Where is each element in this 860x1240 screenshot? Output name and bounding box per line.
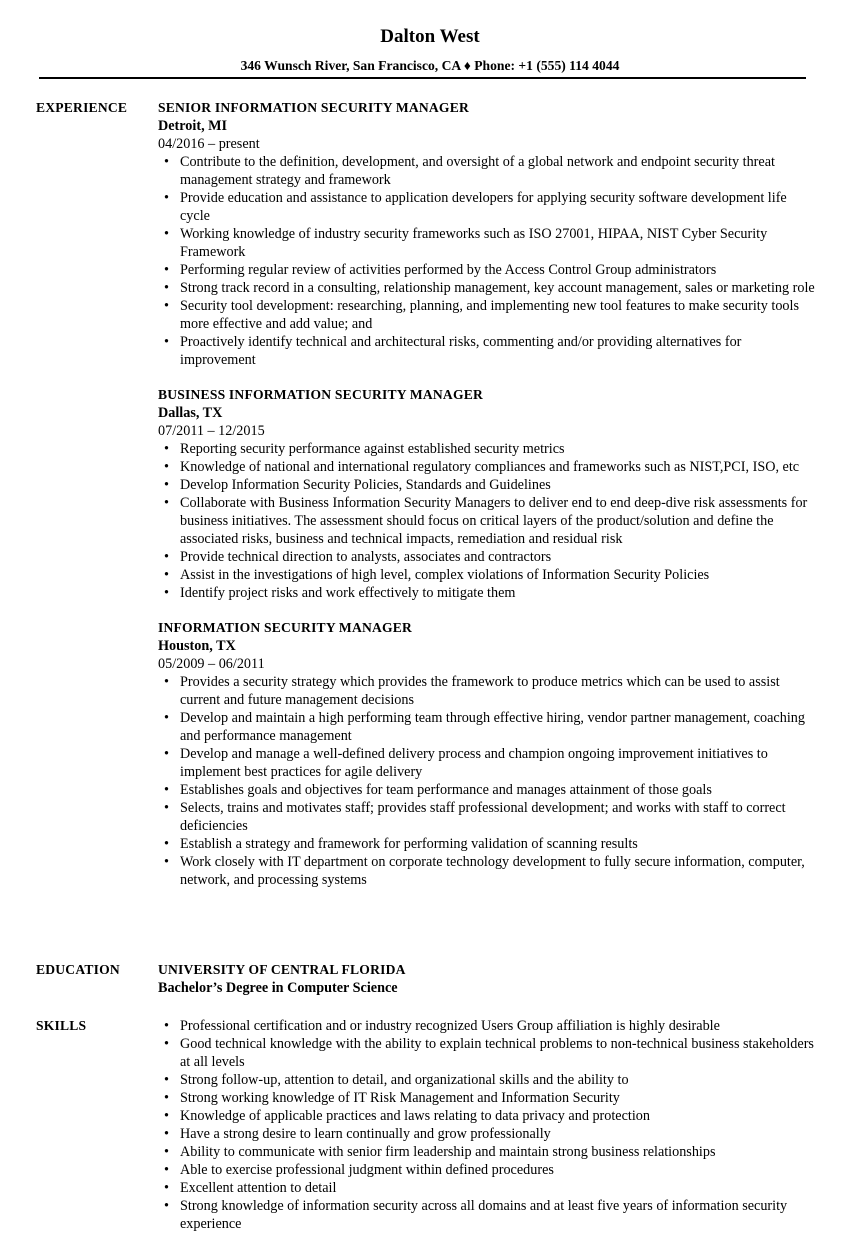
- job-dates: 04/2016 – present: [158, 136, 260, 152]
- section-label-experience: EXPERIENCE: [36, 100, 128, 115]
- job-bullet: • Provide education and assistance to application developers for applying security software development life cycle: [158, 189, 818, 225]
- job-location: Dallas, TX: [158, 405, 223, 421]
- skill-item: • Excellent attention to detail: [158, 1179, 818, 1197]
- job-bullet: • Provide technical direction to analysts, associates and contractors: [158, 548, 818, 566]
- skill-item: • Knowledge of applicable practices and laws relating to data privacy and protection: [158, 1107, 818, 1125]
- skill-item: • Strong working knowledge of IT Risk Management and Information Security: [158, 1089, 818, 1107]
- skill-item: • Have a strong desire to learn continually and grow professionally: [158, 1125, 818, 1143]
- contact-line: 346 Wunsch River, San Francisco, CA ♦ Phone: +1 (555) 114 4044: [240, 58, 620, 73]
- school-name: UNIVERSITY OF CENTRAL FLORIDA: [158, 962, 406, 977]
- skills-body: [158, 1017, 818, 1233]
- job-title: INFORMATION SECURITY MANAGER: [158, 620, 413, 635]
- job-entry: [158, 386, 818, 602]
- skill-item: • Able to exercise professional judgment within defined procedures: [158, 1161, 818, 1179]
- job-bullet: • Strong track record in a consulting, relationship management, key account management, sales or marketing role: [158, 279, 818, 297]
- job-dates: 07/2011 – 12/2015: [158, 423, 265, 439]
- skill-item: • Strong follow-up, attention to detail, and organizational skills and the ability to: [158, 1071, 818, 1089]
- job-bullet: • Working knowledge of industry security frameworks such as ISO 27001, HIPAA, NIST Cyber Security Framework: [158, 225, 818, 261]
- job-bullet: • Establishes goals and objectives for team performance and manages attainment of those goals: [158, 781, 818, 799]
- job-bullet: • Selects, trains and motivates staff; provides staff professional development; and works with staff to correct deficiencies: [158, 799, 818, 835]
- skill-item: • Professional certification and or industry recognized Users Group affiliation is highly desirable: [158, 1017, 818, 1035]
- skills-list: [158, 1017, 818, 1233]
- job-title: BUSINESS INFORMATION SECURITY MANAGER: [158, 387, 484, 402]
- section-label-education: EDUCATION: [36, 962, 120, 977]
- job-bullet: • Performing regular review of activities performed by the Access Control Group administrators: [158, 261, 818, 279]
- job-location: Houston, TX: [158, 638, 236, 654]
- job-bullet: • Reporting security performance against established security metrics: [158, 440, 818, 458]
- section-label-skills: SKILLS: [36, 1018, 87, 1033]
- skill-item: • Strong knowledge of information security across all domains and at least five years of information security experience: [158, 1197, 818, 1233]
- job-bullet: • Security tool development: researching, planning, and implementing new tool features to make security tools more effective and add value; and: [158, 297, 818, 333]
- job-bullet: • Contribute to the definition, development, and oversight of a global network and endpoint security threat management strategy and framework: [158, 153, 818, 189]
- job-bullet: • Work closely with IT department on corporate technology development to fully secure information, computer, network, and processing systems: [158, 853, 818, 889]
- job-bullet: • Knowledge of national and international regulatory compliances and frameworks such as NIST,PCI, ISO, etc: [158, 458, 818, 476]
- experience-list: [158, 99, 818, 906]
- job-bullet: • Develop and manage a well-defined delivery process and champion ongoing improvement initiatives to implement best practices for agile delivery: [158, 745, 818, 781]
- job-dates: 05/2009 – 06/2011: [158, 656, 265, 672]
- job-bullets: [158, 673, 818, 889]
- job-bullet: • Collaborate with Business Information Security Managers to deliver end to end deep-dive risk assessments for business initiatives. The assessment should focus on critical layers of the product/solution and define the associated risks, business and technical impacts, remediation and residual risk: [158, 494, 818, 548]
- job-entry: [158, 619, 818, 889]
- education-entry: [158, 961, 818, 997]
- skill-item: • Ability to communicate with senior firm leadership and maintain strong business relationships: [158, 1143, 818, 1161]
- job-entry: [158, 99, 818, 369]
- job-bullet: • Establish a strategy and framework for performing validation of scanning results: [158, 835, 818, 853]
- candidate-name: Dalton West: [380, 26, 480, 47]
- header-divider: [39, 77, 806, 79]
- job-bullet: • Develop and maintain a high performing team through effective hiring, vendor partner management, coaching and performance management: [158, 709, 818, 745]
- job-title: SENIOR INFORMATION SECURITY MANAGER: [158, 100, 469, 115]
- job-bullet: • Assist in the investigations of high level, complex violations of Information Security Policies: [158, 566, 818, 584]
- resume-header: [0, 26, 860, 75]
- job-bullet: • Identify project risks and work effectively to mitigate them: [158, 584, 818, 602]
- job-bullet: • Proactively identify technical and architectural risks, commenting and/or providing alternatives for improvement: [158, 333, 818, 369]
- skill-item: • Good technical knowledge with the ability to explain technical problems to non-technical business stakeholders at all levels: [158, 1035, 818, 1071]
- job-bullet: • Develop Information Security Policies, Standards and Guidelines: [158, 476, 818, 494]
- job-bullet: • Provides a security strategy which provides the framework to produce metrics which can be used to assist current and future management decisions: [158, 673, 818, 709]
- job-bullets: [158, 153, 818, 369]
- job-bullets: [158, 440, 818, 602]
- degree-name: Bachelor’s Degree in Computer Science: [158, 980, 398, 996]
- job-location: Detroit, MI: [158, 118, 228, 134]
